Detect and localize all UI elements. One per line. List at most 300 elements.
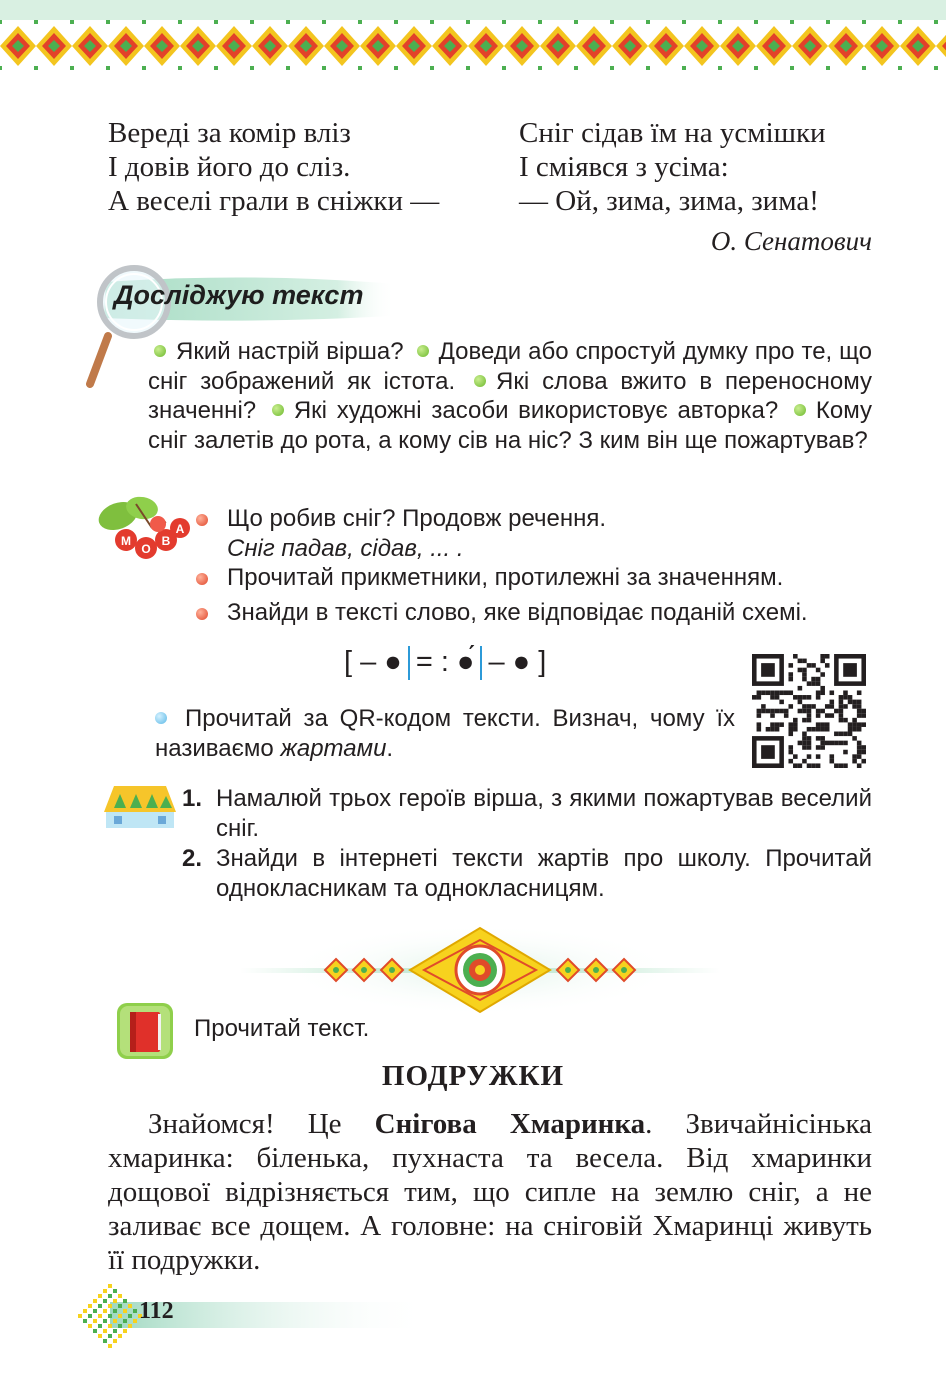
ornament-divider <box>240 920 720 1020</box>
ornament-pixel <box>682 20 686 24</box>
qr-module <box>775 722 780 727</box>
qr-module <box>802 718 807 723</box>
qr-module <box>757 690 762 695</box>
qr-module <box>793 727 798 732</box>
qr-module <box>802 736 807 741</box>
qr-module <box>834 709 839 714</box>
qr-task-end: . <box>386 734 394 762</box>
ornament-pixel <box>113 1319 117 1323</box>
qr-module <box>811 663 816 668</box>
ornament-pixel <box>118 1324 122 1328</box>
bullet-icon <box>155 712 167 724</box>
ornament-pixel <box>103 1299 107 1303</box>
book-icon <box>116 1002 174 1060</box>
ornament-pixel <box>93 1309 97 1313</box>
qr-module <box>779 700 784 705</box>
ornament-pixel <box>826 20 830 24</box>
qr-module <box>807 745 812 750</box>
qr-module <box>802 745 807 750</box>
qr-module <box>816 681 821 686</box>
ornament-pixel <box>98 1294 102 1298</box>
qr-module <box>820 727 825 732</box>
qr-module <box>820 745 825 750</box>
ornament-pixel <box>466 20 470 24</box>
poem-line: — Ой, зима, зима, зима! <box>519 185 819 217</box>
ornament-pixel <box>682 66 686 70</box>
ornament-pixel <box>98 1334 102 1338</box>
qr-module <box>788 690 793 695</box>
qr-module <box>852 722 857 727</box>
ornament-pixel <box>88 1314 92 1318</box>
qr-module <box>784 713 789 718</box>
qr-module <box>802 759 807 764</box>
qr-module <box>757 727 762 732</box>
qr-module <box>788 727 793 732</box>
task-number: 1. <box>182 785 203 812</box>
bullet-icon <box>272 404 284 416</box>
ornament-pixel <box>118 1304 122 1308</box>
bullet-icon <box>417 345 429 357</box>
ornament-pixel <box>103 1319 107 1323</box>
bullet-icon <box>196 608 208 620</box>
qr-module <box>857 727 862 732</box>
task-example: Сніг падав, сідав, ... . <box>227 535 464 562</box>
ornament-pixel <box>123 1329 127 1333</box>
qr-module <box>766 709 771 714</box>
ornament-pixel <box>178 20 182 24</box>
qr-module <box>857 763 862 768</box>
qr-module <box>848 732 853 737</box>
qr-module <box>839 741 844 746</box>
qr-module <box>770 722 775 727</box>
qr-module <box>752 695 757 700</box>
qr-module <box>770 690 775 695</box>
qr-module <box>834 732 839 737</box>
ornament-dot <box>565 967 571 973</box>
story-paragraph <box>108 1107 872 1277</box>
scheme-divider <box>480 646 482 680</box>
ornament-pixel <box>898 20 902 24</box>
ornament-pixel <box>502 20 506 24</box>
qr-module <box>807 741 812 746</box>
qr-module <box>793 654 798 659</box>
qr-module <box>861 750 866 755</box>
qr-module <box>802 732 807 737</box>
ornament-pixel <box>113 1289 117 1293</box>
qr-module <box>798 695 803 700</box>
ornament-pixel <box>574 20 578 24</box>
qr-module <box>802 741 807 746</box>
qr-module <box>830 700 835 705</box>
scheme-bracket: ] <box>538 646 547 678</box>
section-title: Досліджую текст <box>114 280 364 310</box>
bullet-icon <box>196 514 208 526</box>
qr-module <box>820 736 825 741</box>
question: Які слова вжито в переносному значенні? <box>148 367 872 424</box>
ornament-pixel <box>610 66 614 70</box>
qr-module <box>820 722 825 727</box>
ornament-pixel <box>322 20 326 24</box>
word-scheme <box>344 646 546 680</box>
qr-module <box>788 677 793 682</box>
ornament-pixel <box>118 1294 122 1298</box>
ornament-pixel <box>754 66 758 70</box>
qr-module <box>807 663 812 668</box>
ornament-pixel <box>898 66 902 70</box>
qr-module <box>788 745 793 750</box>
ornament-pixel <box>358 20 362 24</box>
ornament-pixel <box>118 1314 122 1318</box>
qr-module <box>802 668 807 673</box>
qr-task-italic: жартами <box>280 734 387 762</box>
qr-module <box>757 695 762 700</box>
ornament-pixel <box>574 66 578 70</box>
qr-module <box>757 709 762 714</box>
qr-module <box>798 668 803 673</box>
ornament-pixel <box>502 66 506 70</box>
qr-module <box>798 686 803 691</box>
qr-module <box>770 695 775 700</box>
qr-module <box>825 741 830 746</box>
ornament-pixel <box>826 66 830 70</box>
qr-module <box>816 754 821 759</box>
ornament-pixel <box>78 1314 82 1318</box>
bullet-icon <box>154 345 166 357</box>
qr-module <box>816 745 821 750</box>
qr-module <box>807 727 812 732</box>
qr-module <box>852 736 857 741</box>
ornament-pixel <box>610 20 614 24</box>
qr-module <box>820 741 825 746</box>
top-embroidery-ornament <box>0 0 946 90</box>
qr-module <box>820 654 825 659</box>
task-text: Намалюй трьох героїв вірша, з якими пожартував веселий сніг. <box>216 785 872 842</box>
ornament-pixel <box>718 66 722 70</box>
qr-module <box>816 736 821 741</box>
qr-module <box>775 709 780 714</box>
ornament-pixel <box>103 1289 107 1293</box>
ornament-pixel <box>106 66 110 70</box>
read-instruction: Прочитай текст. <box>194 1015 370 1042</box>
bullet-icon <box>474 375 486 387</box>
ornament-pixel <box>93 1319 97 1323</box>
question: Які художні засоби використовує авторка? <box>293 397 779 424</box>
qr-module <box>766 727 771 732</box>
ornament-pixel <box>862 66 866 70</box>
qr-module <box>843 704 848 709</box>
qr-module <box>857 690 862 695</box>
qr-code-icon[interactable] <box>752 654 866 768</box>
ornament-pixel <box>538 20 542 24</box>
qr-module <box>807 754 812 759</box>
ornament-pixel <box>34 20 38 24</box>
qr-module <box>816 690 821 695</box>
qr-finder <box>843 663 857 677</box>
qr-module <box>811 704 816 709</box>
badge-letter: А <box>175 522 185 536</box>
qr-module <box>843 695 848 700</box>
qr-module <box>843 741 848 746</box>
home-task <box>182 844 872 903</box>
qr-module <box>861 759 866 764</box>
ornament-pixel <box>108 1284 112 1288</box>
qr-module <box>834 741 839 746</box>
qr-module <box>807 695 812 700</box>
qr-module <box>761 704 766 709</box>
ornament-pixel <box>83 1319 87 1323</box>
story-bold: Снігова Хмаринка <box>374 1108 646 1140</box>
ornament-pixel <box>88 1324 92 1328</box>
ornament-pixel <box>106 20 110 24</box>
ornament-pixel <box>133 1309 137 1313</box>
qr-module <box>825 727 830 732</box>
qr-module <box>861 709 866 714</box>
qr-module <box>843 690 848 695</box>
qr-module <box>788 672 793 677</box>
ornament-pixel <box>103 1329 107 1333</box>
qr-module <box>857 709 862 714</box>
ornament-pixel <box>108 1324 112 1328</box>
ornament-dot <box>593 967 599 973</box>
qr-module <box>839 763 844 768</box>
qr-module <box>788 732 793 737</box>
qr-module <box>825 722 830 727</box>
viburnum-icon <box>96 494 196 566</box>
ornament-dot <box>333 967 339 973</box>
ornament-pixel <box>394 66 398 70</box>
qr-module <box>766 690 771 695</box>
qr-module <box>852 754 857 759</box>
qr-module <box>761 709 766 714</box>
ornament-pixel <box>430 20 434 24</box>
ornament-pixel <box>98 1314 102 1318</box>
ornament-pixel <box>70 66 74 70</box>
qr-module <box>798 741 803 746</box>
ornament-pixel <box>934 66 938 70</box>
home-task <box>182 784 872 843</box>
qr-module <box>861 745 866 750</box>
qr-module <box>775 690 780 695</box>
qr-module <box>830 690 835 695</box>
task-number: 2. <box>182 845 203 872</box>
qr-task-text: Прочитай за QR-кодом тексти. Визнач, чому їх називаємо <box>155 705 735 762</box>
badge-letter: М <box>121 534 131 548</box>
qr-module <box>857 700 862 705</box>
ornament-pixel <box>108 1334 112 1338</box>
qr-module <box>825 654 830 659</box>
ornament-pixel <box>128 1314 132 1318</box>
qr-module <box>770 709 775 714</box>
ornament-pixel <box>754 20 758 24</box>
ornament-pixel <box>123 1309 127 1313</box>
ornament-pixel <box>128 1304 132 1308</box>
ornament-pixel <box>646 66 650 70</box>
ornament-pixel <box>133 1319 137 1323</box>
task-text: Знайди в тексті слово, яке відповідає поданій схемі. <box>227 599 808 626</box>
qr-module <box>843 763 848 768</box>
qr-module <box>816 695 821 700</box>
ornament-pixel <box>466 66 470 70</box>
language-task <box>196 598 808 628</box>
language-task <box>196 563 784 593</box>
qr-module <box>834 763 839 768</box>
ornament-pixel <box>70 20 74 24</box>
qr-module <box>820 709 825 714</box>
ornament-pixel <box>646 20 650 24</box>
qr-module <box>761 690 766 695</box>
poem-line: І довів його до сліз. <box>108 151 351 183</box>
qr-module <box>816 713 821 718</box>
ornament-pixel <box>123 1319 127 1323</box>
ornament-pixel <box>108 1294 112 1298</box>
ornament-pixel <box>123 1299 127 1303</box>
qr-module <box>811 763 816 768</box>
qr-module <box>839 700 844 705</box>
ornament-pixel <box>142 20 146 24</box>
qr-module <box>802 677 807 682</box>
qr-module <box>820 659 825 664</box>
footer-ornament <box>70 1276 430 1356</box>
qr-module <box>852 704 857 709</box>
story-title: ПОДРУЖКИ <box>381 1060 565 1092</box>
ornament-pixel <box>113 1339 117 1343</box>
ornament-pixel <box>113 1329 117 1333</box>
ornament-pixel <box>34 66 38 70</box>
qr-module <box>816 668 821 673</box>
ornament-pixel <box>214 20 218 24</box>
qr-module <box>798 763 803 768</box>
ornament-pixel <box>538 66 542 70</box>
qr-module <box>852 700 857 705</box>
qr-module <box>839 732 844 737</box>
qr-module <box>852 759 857 764</box>
qr-module <box>816 727 821 732</box>
question: Доведи або спростуй думку про те, що сніг зображений як істота. <box>148 338 872 395</box>
qr-module <box>788 750 793 755</box>
ornament-pixel <box>286 20 290 24</box>
house-icon <box>100 782 180 832</box>
qr-module <box>811 677 816 682</box>
qr-module <box>788 722 793 727</box>
qr-module <box>839 713 844 718</box>
ornament-pixel <box>108 1304 112 1308</box>
qr-module <box>825 713 830 718</box>
qr-module <box>830 759 835 764</box>
qr-module <box>802 659 807 664</box>
qr-module <box>807 718 812 723</box>
qr-module <box>825 704 830 709</box>
qr-module <box>852 727 857 732</box>
qr-module <box>839 718 844 723</box>
qr-module <box>830 754 835 759</box>
qr-module <box>788 704 793 709</box>
qr-module <box>857 713 862 718</box>
ornament-pixel <box>88 1304 92 1308</box>
ornament-pixel <box>322 66 326 70</box>
qr-module <box>843 718 848 723</box>
ornament-pixel <box>98 1324 102 1328</box>
ornament-dot <box>621 967 627 973</box>
qr-module <box>848 722 853 727</box>
poem-line: І сміявся з усіма: <box>519 151 729 183</box>
ornament-pixel <box>108 1344 112 1348</box>
qr-module <box>839 709 844 714</box>
poem-line: А веселі грали в сніжки — <box>108 185 440 217</box>
qr-module <box>857 741 862 746</box>
qr-module <box>793 718 798 723</box>
qr-module <box>793 763 798 768</box>
qr-module <box>830 713 835 718</box>
ornament-pixel <box>98 1304 102 1308</box>
scheme-part: – ● <box>488 646 531 678</box>
qr-module <box>802 672 807 677</box>
qr-finder <box>761 745 775 759</box>
ornament-pixel <box>103 1339 107 1343</box>
qr-module <box>843 732 848 737</box>
bullet-icon <box>196 573 208 585</box>
qr-module <box>825 663 830 668</box>
ornament-pixel <box>142 66 146 70</box>
qr-module <box>830 741 835 746</box>
scheme-divider <box>408 646 410 680</box>
ornament-pixel <box>862 20 866 24</box>
qr-module <box>784 690 789 695</box>
qr-module <box>857 754 862 759</box>
ornament-pixel <box>0 20 2 24</box>
ornament-pixel <box>358 66 362 70</box>
ornament-dot <box>389 967 395 973</box>
qr-module <box>770 713 775 718</box>
qr-module <box>779 709 784 714</box>
ornament-pixel <box>93 1299 97 1303</box>
qr-module <box>807 704 812 709</box>
story-text: . Звичайнісінька хмаринка: біленька, пухнаста та весела. Від хмаринки дощової відрізняється тим, що сипле на землю сніг, а не заливає все дощем. А головне: на сніговій Хмаринці живуть її подружки. <box>108 1108 872 1276</box>
badge-letter: В <box>161 534 171 548</box>
qr-module <box>793 722 798 727</box>
qr-module <box>784 709 789 714</box>
scheme-part: = : ●́ <box>415 646 475 678</box>
qr-module <box>802 704 807 709</box>
qr-module <box>807 763 812 768</box>
qr-module <box>793 754 798 759</box>
questions-paragraph <box>148 337 872 455</box>
qr-module <box>770 727 775 732</box>
scheme-part: – ● <box>360 646 402 678</box>
qr-module <box>820 686 825 691</box>
qr-module <box>798 709 803 714</box>
qr-module <box>857 750 862 755</box>
ornament-pixel <box>113 1299 117 1303</box>
ornament-pixel <box>934 20 938 24</box>
ornament-pixel <box>790 20 794 24</box>
qr-module <box>843 750 848 755</box>
qr-module <box>802 695 807 700</box>
qr-module <box>811 727 816 732</box>
ornament-pixel <box>214 66 218 70</box>
qr-module <box>775 695 780 700</box>
ornament-pixel <box>103 1309 107 1313</box>
poem-line: Вереді за комір вліз <box>108 117 351 149</box>
qr-module <box>852 718 857 723</box>
question: Кому сніг залетів до рота, а кому сів на ніс? З ким він ще пожартував? <box>148 397 872 454</box>
task-text: Що робив сніг? Продовж речення. <box>227 505 607 532</box>
qr-module <box>848 700 853 705</box>
qr-module <box>839 695 844 700</box>
qr-module <box>779 690 784 695</box>
qr-module <box>816 722 821 727</box>
bullet-icon <box>794 404 806 416</box>
ornament-pixel <box>118 1334 122 1338</box>
